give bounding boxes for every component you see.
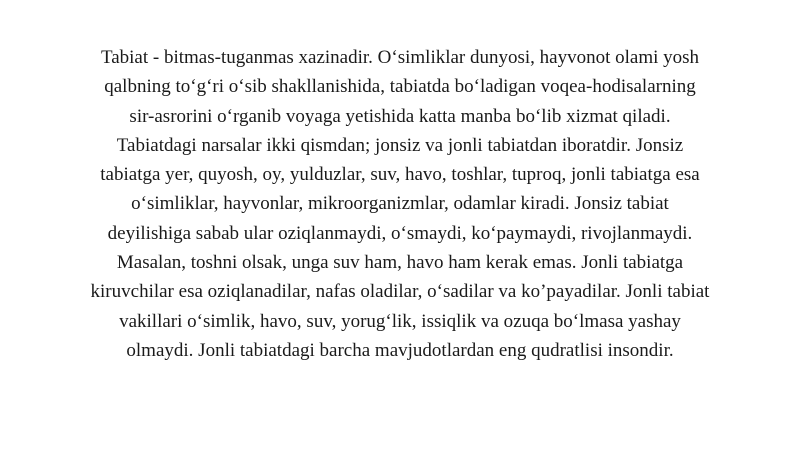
text-line: Tabiatdagi narsalar ikki qismdan; jonsiz va jonli tabiatdan iboratdir. Jonsiz	[116, 134, 684, 156]
text-line: qalbning to‘g‘ri o‘sib shakllanishida, tabiatda bo‘ladigan voqea-hodisalarning	[104, 76, 696, 98]
text-line: deyilishiga sabab ular oziqlanmaydi, o‘smaydi, ko‘paymaydi, rivojlanmaydi.	[107, 222, 693, 244]
text-line: vakillari o‘simlik, havo, suv, yorug‘lik, issiqlik va ozuqa bo‘lmasa yashay	[119, 310, 681, 332]
text-line: kiruvchilar esa oziqlanadilar, nafas oladilar, o‘sadilar va ko’payadilar. Jonli tabiat	[90, 281, 710, 303]
text-line: o‘simliklar, hayvonlar, mikroorganizmlar, odamlar kiradi. Jonsiz tabiat	[131, 193, 669, 215]
text-line: olmaydi. Jonli tabiatdagi barcha mavjudotlardan eng qudratlisi insondir.	[126, 339, 674, 361]
paragraph	[40, 43, 760, 365]
text-line: tabiatga yer, quyosh, oy, yulduzlar, suv, havo, toshlar, tuproq, jonli tabiatga esa	[100, 164, 700, 186]
text-line: Masalan, toshni olsak, unga suv ham, havo ham kerak emas. Jonli tabiatga	[116, 252, 684, 274]
text-line: sir-asrorini o‘rganib voyaga yetishida katta manba bo‘lib xizmat qiladi.	[129, 105, 671, 127]
text-line: Tabiat - bitmas-tuganmas xazinadir. O‘simliklar dunyosi, hayvonot olami yosh	[100, 47, 700, 68]
